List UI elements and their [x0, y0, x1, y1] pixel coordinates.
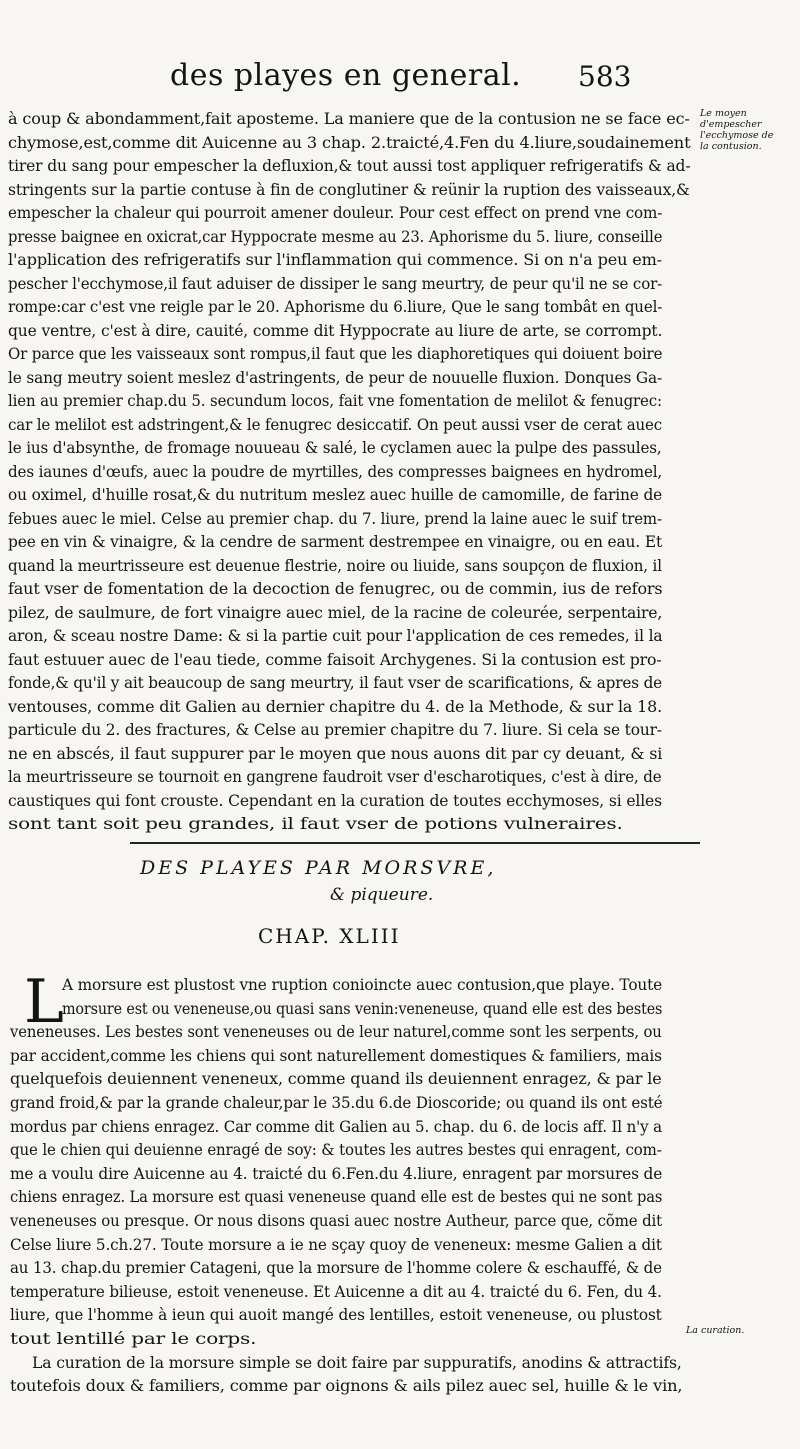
- text-line: quand la meurtrisseure est deuenue flestrie, noire ou liuide, sans soupçon de fluxion, il: [8, 555, 662, 575]
- text-line: ou oximel, d'huille rosat,& du nutritum meslez auec huille de camomille, de farine de: [8, 485, 663, 504]
- chapter-heading: CHAP. XLIII: [258, 924, 401, 948]
- text-line: car le melilot est adstringent,& le fenugrec desiccatif. On peut aussi vser de cerat auec: [8, 414, 663, 434]
- text-line: La curation de la morsure simple se doit faire par suppuratifs, anodins & attractifs,: [32, 1352, 682, 1372]
- text-line: sont tant soit peu grandes, il faut vser de potions vulneraires.: [8, 814, 623, 833]
- text-line: la meurtrisseure se tournoit en gangrene faudroit vser d'escharotiques, c'est à dire, de: [8, 767, 662, 786]
- margin-note-ecchymose: Le moyen d'empescher l'ecchymose de la contusion.: [700, 108, 774, 152]
- text-line: morsure est ou veneneuse,ou quasi sans venin:veneneuse, quand elle est des bestes: [62, 998, 663, 1018]
- text-line: particule du 2. des fractures, & Celse au premier chapitre du 7. liure. Si cela se tour-: [8, 720, 662, 739]
- text-line: empescher la chaleur qui pourroit amener douleur. Pour cest effect on prend vne com-: [8, 203, 663, 222]
- text-line: lien au premier chap.du 5. secundum locos, fait vne fomentation de melilot & fenugrec:: [8, 391, 662, 410]
- text-line: chiens enragez. La morsure est quasi veneneuse quand elle est de bestes qui ne sont pas: [10, 1187, 663, 1207]
- section-divider: [130, 842, 700, 844]
- text-line: mordus par chiens enragez. Car comme dit Galien au 5. chap. du 6. de locis aff. Il n'y a: [10, 1116, 662, 1136]
- section-subtitle: & piqueure.: [330, 885, 434, 905]
- text-line: grand froid,& par la grande chaleur,par le 35.du 6.de Dioscoride; ou quand ils ont esté: [10, 1093, 663, 1112]
- text-line: au 13. chap.du premier Catageni, que la morsure de l'homme colere & eschauffé, & de: [10, 1258, 662, 1278]
- text-line: ne en abscés, il faut suppurer par le moyen que nous auons dit par cy deuant, & si: [8, 743, 663, 763]
- text-line: me a voulu dire Auicenne au 4. traicté du 6.Fen.du 4.liure, enragent par morsures de: [10, 1163, 663, 1183]
- text-line: toutefois doux & familiers, comme par oignons & ails pilez auec sel, huille & le vin,: [10, 1376, 683, 1396]
- text-line: tirer du sang pour empescher la defluxion,& tout aussi tost appliquer refrigeratifs & ad-: [8, 156, 691, 175]
- running-head: [0, 52, 800, 102]
- text-line: liure, que l'homme à ieun qui auoit mangé des lentilles, estoit veneneuse, ou plustost: [10, 1305, 662, 1325]
- text-line: aron, & sceau nostre Dame: & si la partie cuit pour l'application de ces remedes, il la: [8, 626, 663, 645]
- text-line: A morsure est plustost vne ruption conioincte auec contusion,que playe. Toute: [62, 975, 663, 994]
- section-title: DES PLAYES PAR MORSVRE,: [140, 857, 497, 879]
- text-line: fonde,& qu'il y ait beaucoup de sang meurtry, il faut vser de scarifications, & apres de: [8, 673, 663, 692]
- text-line: veneneuses. Les bestes sont veneneuses ou de leur naturel,comme sont les serpents, ou: [10, 1022, 662, 1042]
- text-line: l'application des refrigeratifs sur l'inflammation qui commence. Si on n'a peu em-: [8, 250, 662, 269]
- text-line: que ventre, c'est à dire, cauité, comme dit Hyppocrate au liure de arte, se corrompt.: [8, 320, 663, 340]
- text-line: pilez, de saulmure, de fort vinaigre auec miel, de la racine de coleurée, serpentaire,: [8, 602, 663, 622]
- text-line: Celse liure 5.ch.27. Toute morsure a ie ne sçay quoy de veneneux: mesme Galien a dit: [10, 1234, 662, 1254]
- text-line: faut vser de fomentation de la decoction de fenugrec, ou de commin, ius de refors: [8, 579, 663, 598]
- text-line: quelquefois deuiennent veneneux, comme quand ils deuiennent enragez, & par le: [10, 1069, 662, 1089]
- running-title: des playes en general.: [170, 58, 522, 93]
- margin-note-curation: La curation.: [686, 1325, 745, 1336]
- text-line: temperature bilieuse, estoit veneneuse. Et Auicenne a dit au 4. traicté du 6. Fen, du 4.: [10, 1281, 662, 1301]
- text-line: des iaunes d'œufs, auec la poudre de myrtilles, des compresses baignees en hydromel,: [8, 461, 663, 481]
- text-line: rompe:car c'est vne reigle par le 20. Aphorisme du 6.liure, Que le sang tombât en quel-: [8, 297, 663, 316]
- text-line: Or parce que les vaisseaux sont rompus,il faut que les diaphoretiques qui doiuent boire: [8, 344, 663, 363]
- page-number: 583: [578, 60, 632, 93]
- text-line: caustiques qui font crouste. Cependant en la curation de toutes ecchymoses, si elles: [8, 790, 662, 810]
- text-line: le ius d'absynthe, de fromage nouueau & salé, le cyclamen auec la pulpe des passules,: [8, 438, 662, 457]
- text-line: presse baignee en oxicrat,car Hyppocrate mesme au 23. Aphorisme du 5. liure, conseille: [8, 226, 663, 246]
- text-line: febues auec le miel. Celse au premier chap. du 7. liure, prend la laine auec le suif trem-: [8, 508, 662, 528]
- text-line: pee en vin & vinaigre, & la cendre de sarment destrempee en vinaigre, ou en eau. Et: [8, 532, 662, 551]
- text-line: faut estuuer auec de l'eau tiede, comme faisoit Archygenes. Si la contusion est pro-: [8, 649, 662, 669]
- text-line: que le chien qui deuienne enragé de soy: & toutes les autres bestes qui enragent, com-: [10, 1140, 662, 1160]
- text-line: veneneuses ou presque. Or nous disons quasi auec nostre Autheur, parce que, cõme dit: [10, 1211, 663, 1230]
- text-line: par accident,comme les chiens qui sont naturellement domestiques & familiers, mais: [10, 1045, 662, 1065]
- text-line: stringents sur la partie contuse à fin de conglutiner & reünir la ruption des vaisseaux,&: [8, 179, 690, 199]
- text-line: chymose,est,comme dit Auicenne au 3 chap. 2.traicté,4.Fen du 4.liure,soudainement: [8, 132, 691, 152]
- text-line: à coup & abondamment,fait aposteme. La maniere que de la contusion ne se face ec-: [8, 109, 690, 128]
- drop-capital: L: [24, 967, 64, 1037]
- text-line: pescher l'ecchymose,il faut aduiser de dissiper le sang meurtry, de peur qu'il ne se cor-: [8, 273, 663, 293]
- text-line: tout lentillé par le corps.: [10, 1329, 257, 1348]
- text-line: ventouses, comme dit Galien au dernier chapitre du 4. de la Methode, & sur la 18.: [8, 696, 662, 716]
- text-line: le sang meutry soient meslez d'astringents, de peur de nouuelle fluxion. Donques Ga-: [8, 367, 663, 387]
